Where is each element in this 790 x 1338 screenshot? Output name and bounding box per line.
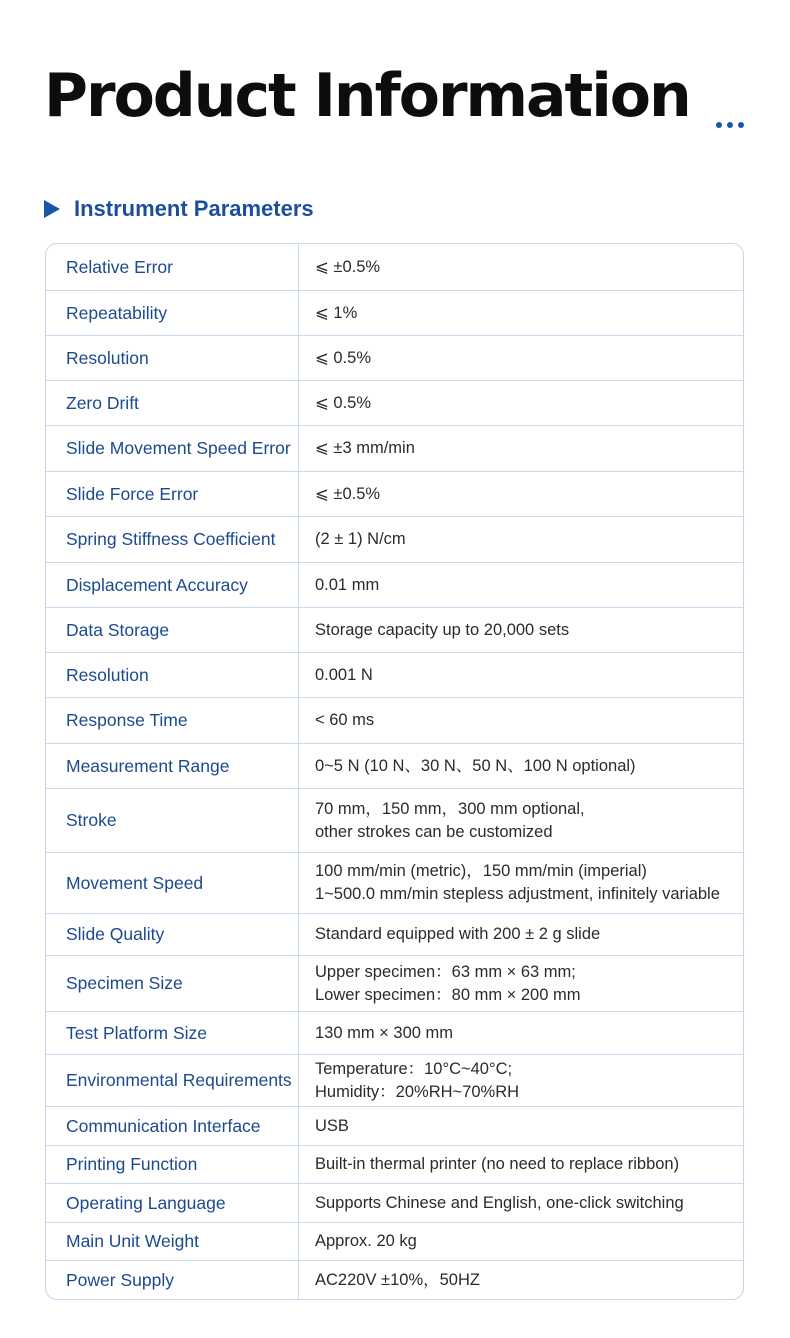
param-value-line: Standard equipped with 200 ± 2 g slide	[315, 925, 601, 943]
param-value-line: Upper specimen：63 mm × 63 mm;	[315, 962, 576, 981]
param-name: Stroke	[46, 789, 299, 852]
param-name: Communication Interface	[46, 1107, 299, 1145]
param-value-line: (2 ± 1) N/cm	[315, 530, 406, 548]
param-value-line: ⩽ ±3 mm/min	[315, 439, 415, 457]
table-row	[46, 1146, 743, 1184]
table-row	[46, 698, 743, 744]
param-value-line: Lower specimen：80 mm × 200 mm	[315, 985, 581, 1004]
param-name: Slide Movement Speed Error	[46, 426, 299, 471]
param-value	[299, 1261, 743, 1299]
param-name: Movement Speed	[46, 853, 299, 913]
param-value-line: 1~500.0 mm/min stepless adjustment, infinitely variable	[315, 885, 720, 903]
section-title: Instrument Parameters	[74, 196, 314, 221]
table-row	[46, 853, 743, 914]
param-value-line: Approx. 20 kg	[315, 1232, 417, 1250]
table-row	[46, 291, 743, 336]
table-row	[46, 336, 743, 381]
param-value	[299, 853, 743, 913]
param-value-line: AC220V ±10%，50HZ	[315, 1270, 480, 1289]
param-value	[299, 1146, 743, 1183]
param-name: Measurement Range	[46, 744, 299, 788]
param-value-line: Storage capacity up to 20,000 sets	[315, 620, 570, 639]
param-name: Operating Language	[46, 1184, 299, 1222]
param-value	[299, 563, 743, 607]
param-name: Spring Stiffness Coefficient	[46, 517, 299, 562]
param-value	[299, 517, 743, 562]
param-value	[299, 789, 743, 852]
param-value-line: 130 mm × 300 mm	[315, 1023, 454, 1042]
param-name: Repeatability	[46, 291, 299, 335]
dot-icon	[738, 122, 744, 128]
param-value	[299, 1223, 743, 1260]
param-value-line: ⩽ ±0.5%	[315, 484, 381, 503]
param-name: Slide Force Error	[46, 472, 299, 516]
param-value-line: ⩽ ±0.5%	[315, 257, 381, 276]
param-name: Printing Function	[46, 1146, 299, 1183]
param-value	[299, 608, 743, 652]
param-name: Environmental Requirements	[46, 1055, 299, 1106]
param-value	[299, 381, 743, 425]
param-name: Power Supply	[46, 1261, 299, 1299]
table-row	[46, 1184, 743, 1223]
section-header	[44, 196, 314, 222]
param-value	[299, 956, 743, 1011]
table-row	[46, 744, 743, 789]
param-value-line: Temperature：10°C~40°C;	[315, 1059, 513, 1078]
param-value-line: other strokes can be customized	[315, 822, 553, 841]
table-row	[46, 653, 743, 698]
param-value-line: Built-in thermal printer (no need to replace ribbon)	[315, 1155, 680, 1173]
parameters-table	[45, 243, 744, 1300]
table-row	[46, 1107, 743, 1146]
param-value-line: 0.001 N	[315, 665, 373, 684]
table-row	[46, 789, 743, 853]
param-value	[299, 472, 743, 516]
param-value-line: < 60 ms	[315, 711, 375, 729]
table-row	[46, 1261, 743, 1299]
triangle-bullet-icon	[44, 200, 60, 218]
param-name: Test Platform Size	[46, 1012, 299, 1054]
table-row	[46, 914, 743, 956]
table-row	[46, 244, 743, 291]
param-value	[299, 1184, 743, 1222]
param-value	[299, 1055, 743, 1106]
param-name: Relative Error	[46, 244, 299, 290]
page-title: Product Information	[44, 61, 690, 131]
more-dots-icon	[716, 122, 744, 128]
param-name: Displacement Accuracy	[46, 563, 299, 607]
param-value	[299, 744, 743, 788]
param-value-line: ⩽ 1%	[315, 303, 358, 322]
param-value	[299, 336, 743, 380]
table-row	[46, 381, 743, 426]
param-value	[299, 426, 743, 471]
param-name: Slide Quality	[46, 914, 299, 955]
param-value-line: ⩽ 0.5%	[315, 348, 372, 367]
param-value-line: Humidity：20%RH~70%RH	[315, 1082, 520, 1101]
param-value-line: 100 mm/min (metric)，150 mm/min (imperial)	[315, 862, 647, 880]
table-row	[46, 956, 743, 1012]
param-name: Response Time	[46, 698, 299, 743]
param-value-line: 70 mm，150 mm，300 mm optional,	[315, 799, 585, 818]
param-value	[299, 653, 743, 697]
param-name: Specimen Size	[46, 956, 299, 1011]
param-value	[299, 1012, 743, 1054]
table-row	[46, 1012, 743, 1055]
param-value-line: 0.01 mm	[315, 575, 380, 594]
table-row	[46, 472, 743, 517]
param-value	[299, 291, 743, 335]
param-value-line: 0~5 N (10 N、30 N、50 N、100 N optional)	[315, 756, 636, 775]
table-row	[46, 517, 743, 563]
param-name: Resolution	[46, 336, 299, 380]
table-row	[46, 608, 743, 653]
param-value-line: Supports Chinese and English, one-click switching	[315, 1193, 684, 1212]
param-value	[299, 1107, 743, 1145]
table-row	[46, 1055, 743, 1107]
table-row	[46, 1223, 743, 1261]
param-value-line: ⩽ 0.5%	[315, 393, 372, 412]
param-name: Data Storage	[46, 608, 299, 652]
param-name: Resolution	[46, 653, 299, 697]
dot-icon	[727, 122, 733, 128]
param-name: Zero Drift	[46, 381, 299, 425]
param-value	[299, 244, 743, 290]
table-row	[46, 563, 743, 608]
param-value	[299, 914, 743, 955]
param-value-line: USB	[315, 1116, 349, 1135]
dot-icon	[716, 122, 722, 128]
param-value	[299, 698, 743, 743]
param-name: Main Unit Weight	[46, 1223, 299, 1260]
table-row	[46, 426, 743, 472]
